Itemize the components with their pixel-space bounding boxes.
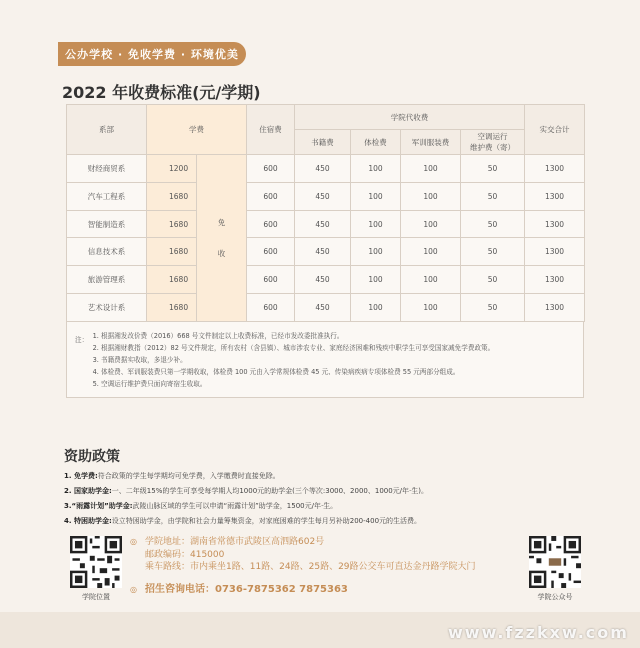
phone-icon: ◎ xyxy=(130,584,137,594)
header-dept: 系部 xyxy=(67,105,147,155)
aid-item: 3.“雨露计划”助学金:武陵山脉区域的学生可以申请“雨露计划”助学金，1500元/年·生。 xyxy=(64,502,338,510)
aid-item: 2. 国家助学金:一、二年级15%的学生可享受每学期人均1000元的助学金(三个等次:3000、2000、1000元/年·生)。 xyxy=(64,487,429,495)
table-row: 艺术设计系 1680 600 450 100 100 50 1300 xyxy=(67,294,585,322)
fee-table xyxy=(66,104,585,322)
header-uniform: 军训服装费 xyxy=(401,130,461,155)
contact-info xyxy=(130,536,476,596)
fee-table-title: 2022 年收费标准(元/学期) xyxy=(62,83,261,102)
header-books: 书籍费 xyxy=(295,130,351,155)
aid-policy-list xyxy=(64,469,428,529)
table-row: 智能制造系 1680 600 450 100 100 50 1300 xyxy=(67,210,585,238)
fee-notes xyxy=(66,322,584,398)
header-ac: 空调运行 维护费（寄） xyxy=(461,130,525,155)
route-line: 乘车路线：市内乘坐1路、11路、24路、25路、29路公交车可直达金丹路学院大门 xyxy=(145,562,476,572)
location-icon: ◎ xyxy=(130,537,137,546)
location-qr-code[interactable] xyxy=(70,536,122,588)
table-row: 信息技术系 1680 600 450 100 100 50 1300 xyxy=(67,238,585,266)
tuition-waived xyxy=(197,155,247,322)
waived-char: 免 xyxy=(217,218,226,227)
address-line: ◎ 学院地址：湖南省常德市武陵区高泗路602号 xyxy=(130,537,325,547)
note-item: 4. 体检费、军训服装费只第一学期收取，体检费 100 元由入学常规体检费 45 元、传染病疾病专项体检费 55 元两部分组成。 xyxy=(101,366,494,378)
table-row: 财经商贸系 1200 免 收 600 450 100 100 50 1300 xyxy=(67,155,585,183)
notes-label: 注： xyxy=(75,336,89,344)
table-row: 汽车工程系 1680 600 450 100 100 50 1300 xyxy=(67,182,585,210)
header-dorm: 住宿费 xyxy=(247,105,295,155)
note-item: 3. 书籍费据实收取，多退少补。 xyxy=(101,354,494,366)
aid-policy-title: 资助政策 xyxy=(64,449,120,465)
postcode-line: 邮政编码：415000 xyxy=(145,549,225,560)
phone-line: ◎ 招生咨询电话：0736-7875362 7875363 xyxy=(130,583,348,595)
location-qr-caption: 学院位置 xyxy=(82,593,110,601)
site-watermark: www.fzzkxw.com xyxy=(448,623,629,642)
wechat-qr-caption: 学院公众号 xyxy=(537,593,573,601)
wechat-qr-code[interactable] xyxy=(529,536,581,588)
header-checkup: 体检费 xyxy=(351,130,401,155)
note-item: 2. 根据湘财教指（2012）82 号文件规定，所有农村（含县镇）、城市涉农专业、家庭经济困难和残疾中职学生可享受国家减免学费政策。 xyxy=(101,342,494,354)
waived-char: 收 xyxy=(217,249,226,258)
note-item: 5. 空调运行维护费只面向寄宿生收取。 xyxy=(101,378,494,390)
slogan-banner: 公办学校 · 免收学费 · 环境优美 xyxy=(58,42,246,66)
header-total: 实交合计 xyxy=(525,105,585,155)
header-tuition: 学费 xyxy=(147,105,247,155)
table-row: 旅游管理系 1680 600 450 100 100 50 1300 xyxy=(67,266,585,294)
note-item: 1. 根据湘发改价费（2016）668 号文件制定以上收费标准，已经市发改委批准执行。 xyxy=(101,330,494,342)
aid-item: 1. 免学费:符合政策的学生每学期均可免学费，入学缴费时直接免除。 xyxy=(64,472,280,480)
aid-item: 4. 特困助学金:设立特困助学金，由学院和社会力量筹集资金，对家庭困难的学生每月另补助200-400元的生活费。 xyxy=(64,517,422,525)
header-agency: 学院代收费 xyxy=(295,105,525,130)
